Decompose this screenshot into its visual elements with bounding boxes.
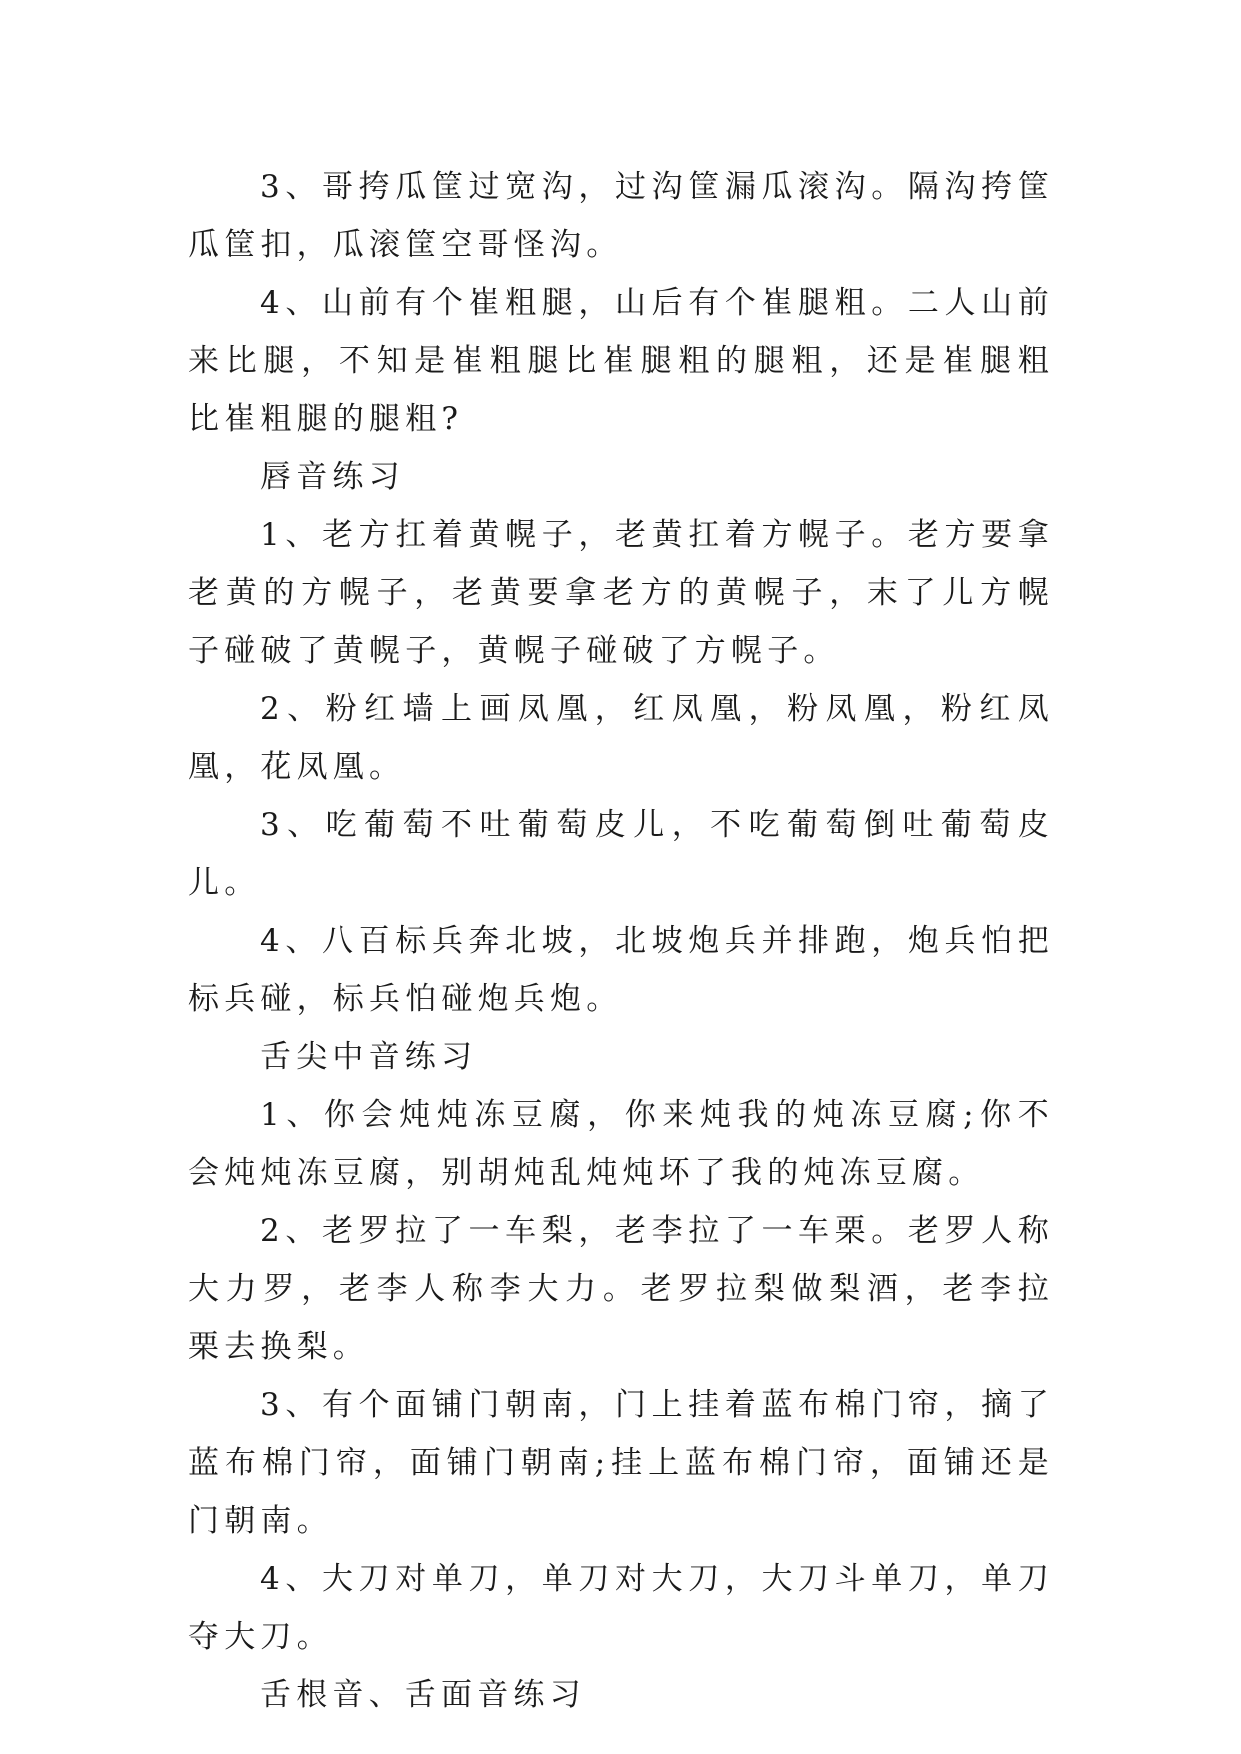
section-heading-labial: 唇音练习 xyxy=(260,459,405,495)
section-heading-velar-palatal: 舌根音、舌面音练习 xyxy=(260,1677,586,1713)
paragraph-tongue-twister-pu-tao: 3、吃葡萄不吐葡萄皮儿，不吃葡萄倒吐葡萄皮儿。 xyxy=(188,807,1054,901)
paragraph-tongue-twister-da-dao: 4、大刀对单刀，单刀对大刀，大刀斗单刀，单刀夺大刀。 xyxy=(188,1561,1054,1655)
paragraph-tongue-twister-biao-bing: 4、八百标兵奔北坡，北坡炮兵并排跑，炮兵怕把标兵碰，标兵怕碰炮兵炮。 xyxy=(188,923,1054,1017)
section-heading-apical: 舌尖中音练习 xyxy=(260,1039,478,1075)
paragraph-tongue-twister-dong-dou-fu: 1、你会炖炖冻豆腐，你来炖我的炖冻豆腐;你不会炖炖冻豆腐，别胡炖乱炖炖坏了我的炖冻豆腐。 xyxy=(188,1097,1054,1191)
paragraph-tongue-twister-men-lian: 3、有个面铺门朝南，门上挂着蓝布棉门帘，摘了蓝布棉门帘，面铺门朝南;挂上蓝布棉门帘，面铺还是门朝南。 xyxy=(188,1387,1054,1539)
paragraph-tongue-twister-li-li: 2、老罗拉了一车梨，老李拉了一车栗。老罗人称大力罗，老李人称李大力。老罗拉梨做梨酒，老李拉栗去换梨。 xyxy=(188,1213,1054,1365)
paragraph-tongue-twister-feng-huang: 2、粉红墙上画凤凰，红凤凰，粉凤凰，粉红凤凰，花凤凰。 xyxy=(188,691,1054,785)
paragraph-tongue-twister-cui-cu-tui: 4、山前有个崔粗腿，山后有个崔腿粗。二人山前来比腿，不知是崔粗腿比崔腿粗的腿粗，还是崔腿粗比崔粗腿的腿粗? xyxy=(188,285,1054,437)
paragraph-tongue-twister-huang-zi: 1、老方扛着黄幌子，老黄扛着方幌子。老方要拿老黄的方幌子，老黄要拿老方的黄幌子，末了儿方幌子碰破了黄幌子，黄幌子碰破了方幌子。 xyxy=(188,517,1054,669)
paragraph-tongue-twister-gua-kuang: 3、哥挎瓜筐过宽沟，过沟筐漏瓜滚沟。隔沟挎筐瓜筐扣，瓜滚筐空哥怪沟。 xyxy=(188,169,1054,263)
document-body xyxy=(188,158,1054,1724)
